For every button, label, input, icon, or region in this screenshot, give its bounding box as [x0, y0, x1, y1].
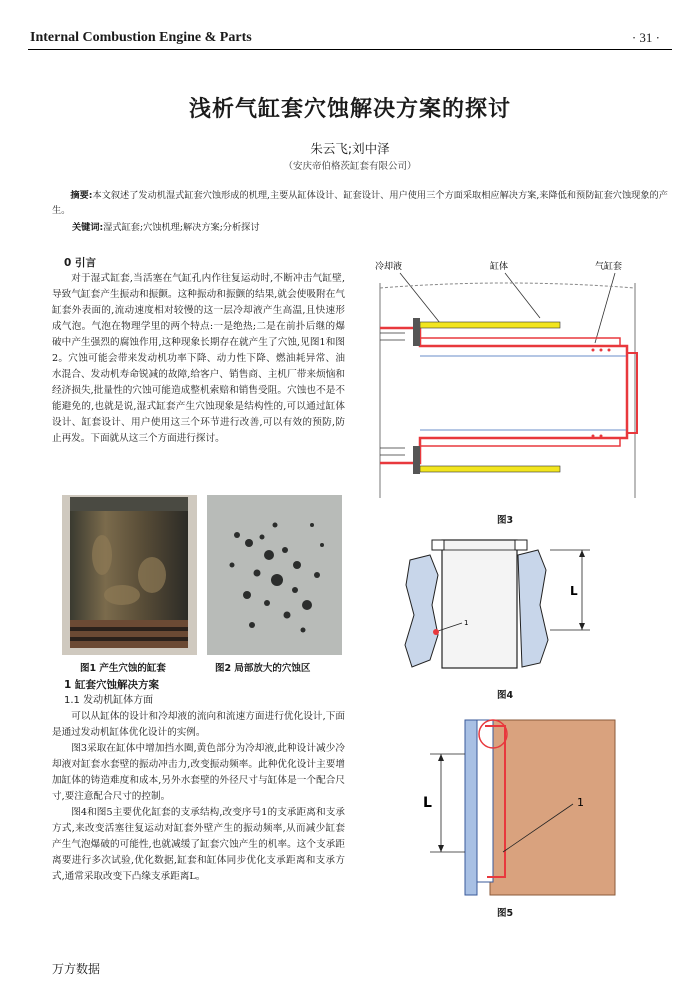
- sec0-title: 0 引言: [64, 257, 96, 269]
- solution-section: [52, 677, 345, 885]
- figure2-photo: [207, 495, 342, 655]
- header-rule: [28, 49, 672, 50]
- figure3-diagram: [365, 258, 655, 508]
- article-affiliation: （安庆帝伯格茨缸套有限公司）: [283, 161, 417, 172]
- keywords-label: 关键词:: [72, 222, 104, 233]
- fig3-label-liner: 气缸套: [595, 262, 623, 272]
- sec1-title: 1 缸套穴蚀解决方案: [64, 679, 159, 691]
- fig5-label-L: L: [423, 795, 432, 811]
- figure4-caption: 图4: [497, 690, 514, 701]
- figure4-diagram: [400, 535, 610, 680]
- keywords-text: 湿式缸套;穴蚀机理;解决方案;分析探讨: [103, 222, 260, 233]
- intro-section: [52, 255, 345, 447]
- article-title: 浅析气缸套穴蚀解决方案的探讨: [188, 97, 511, 122]
- fig4-label-1: 1: [464, 619, 469, 627]
- paragraph-3: 图4和图5主要优化缸套的支承结构,改变序号1的支承距离和支承方式,来改变活塞往复运动对缸套外壁产生的振动频率,从而减少缸套产生气泡爆破的可能性,也就减缓了缸套穴蚀产生的机率。这个支承距离要进行多次试验,优化数据,缸套和缸体同步优化支承距离和支承方式,通常采取改变下凸缘支承距离L。: [52, 807, 345, 882]
- footer-watermark: 万方数据: [52, 962, 101, 976]
- abstract-label: 摘要:: [70, 190, 93, 201]
- keywords: [72, 219, 260, 233]
- article-authors: 朱云飞;刘中泽: [310, 141, 390, 156]
- figure1-photo: [62, 495, 197, 655]
- fig3-label-coolant: 冷却液: [375, 262, 403, 272]
- figure5-diagram: [405, 712, 620, 902]
- abstract: [52, 188, 672, 218]
- abstract-text: 本文叙述了发动机湿式缸套穴蚀形成的机理,主要从缸体设计、缸套设计、用户使用三个方面采取相应解决方案,来降低和预防缸套穴蚀现象的产生。: [52, 190, 668, 216]
- page-number: · 31 ·: [631, 30, 660, 45]
- fig3-label-block: 缸体: [490, 262, 509, 272]
- paragraph-1: 可以从缸体的设计和冷却液的流向和流速方面进行优化设计,下面是通过发动机缸体优化设计的实例。: [52, 711, 345, 738]
- figure1-caption: 图1 产生穴蚀的缸套: [80, 663, 166, 674]
- figure5-caption: 图5: [497, 908, 514, 919]
- sec0-paragraph: 对于湿式缸套,当活塞在气缸孔内作往复运动时,不断冲击气缸壁,导致气缸套产生振动和振颤。这种振动和振颤的结果,就会使吸附在气缸套外表面的,流动速度相对较慢的这一层冷却液产生高温,且快速形成气泡。气泡在物理学里的两个特点:一是绝热;二是在前扑后继的爆破中产生强烈的腐蚀作用,这种现象长期存在就产生了穴蚀,见图1和图2。穴蚀可能会带来发动机功率下降、动力性下降、燃油耗异常、油水混合、发动机寿命锐减的故障,给客户、销售商、主机厂带来烦恼和经济损失,批量性的穴蚀可能造成整机索赔和销售受阻。穴蚀也不是不能避免的,也就是说,湿式缸套产生穴蚀现象是结构性的,可以通过缸体设计、缸套设计、用户使用这三个环节进行改善,可以有效的预防,防止再发。下面就从这三个方面进行探讨。: [52, 273, 345, 444]
- paragraph-2: 图3采取在缸体中增加挡水圈,黄色部分为冷却液,此种设计减少冷却液对缸套水套壁的振动冲击力,改变振动频率。此种优化设计主要增加缸体的铸造难度和成本,另外水套壁的外径尺寸与缸体是一个配合尺寸,要注意配合尺寸的控制。: [52, 743, 345, 802]
- figure2-caption: 图2 局部放大的穴蚀区: [215, 663, 311, 674]
- journal-name: Internal Combustion Engine & Parts: [30, 30, 252, 45]
- fig5-label-1: 1: [577, 796, 584, 809]
- fig4-label-L: L: [570, 584, 578, 598]
- figure3-caption: 图3: [497, 515, 514, 526]
- sec11-title: 1.1 发动机缸体方面: [64, 695, 154, 706]
